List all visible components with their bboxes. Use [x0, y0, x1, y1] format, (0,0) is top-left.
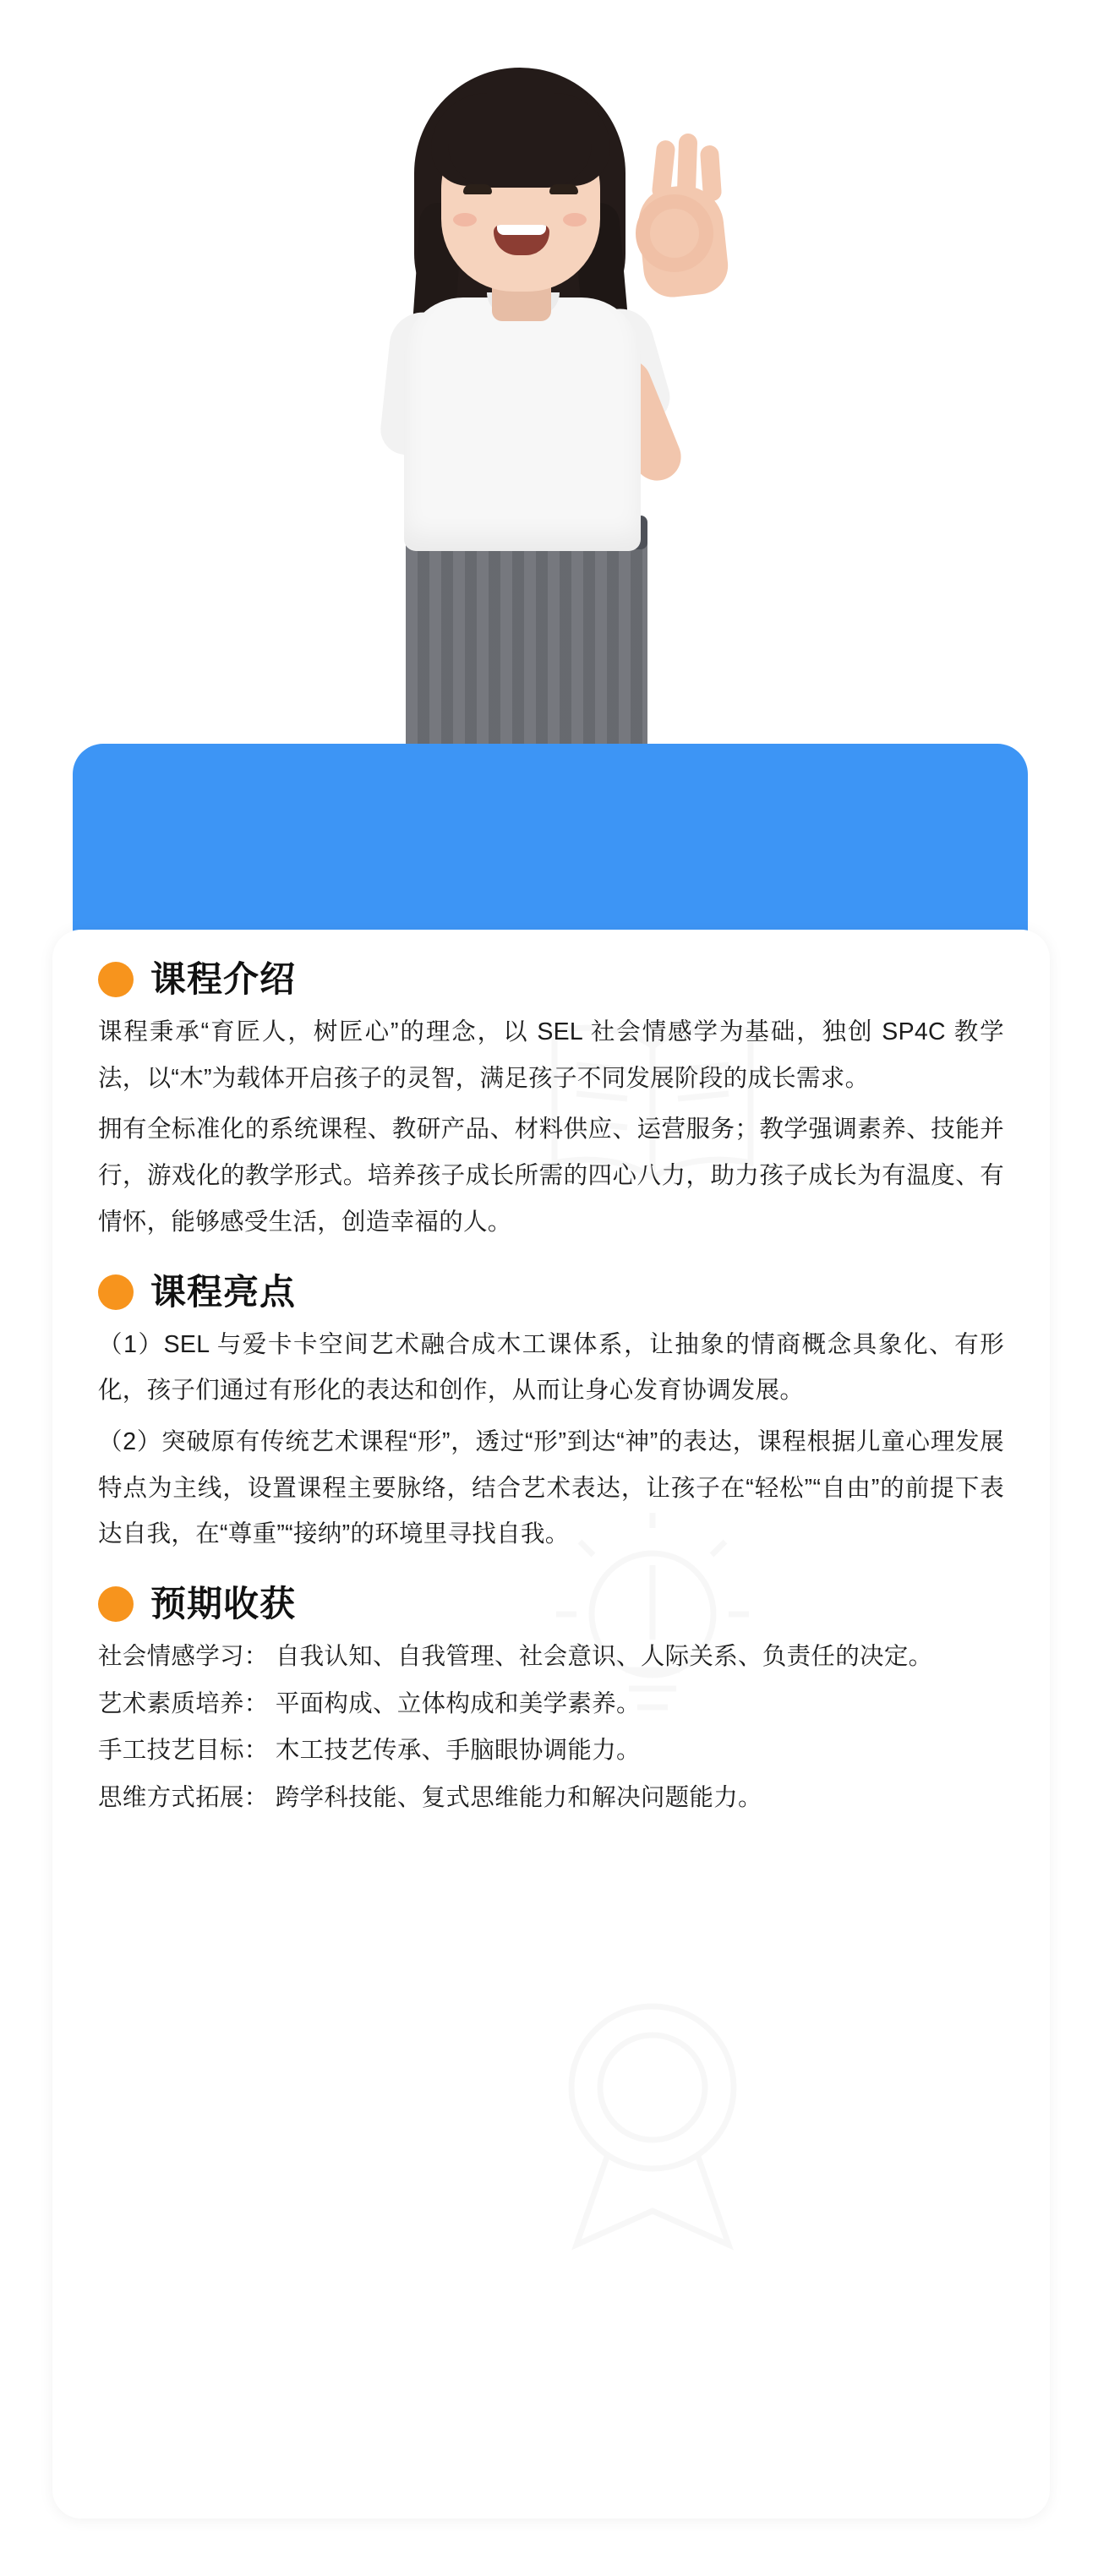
- paragraph: （1）SEL 与爱卡卡空间艺术融合成木工课体系，让抽象的情商概念具象化、有形化，孩子们通过有形化的表达和创作，从而让身心发育协调发展。: [98, 1330, 1004, 1405]
- outcome-item: 手工技艺目标： 木工技艺传承、手脑眼协调能力。: [98, 1737, 641, 1765]
- paragraph: （2）突破原有传统艺术课程“形”，透过“形”到达“神”的表达，课程根据儿童心理发展特点为主线，设置课程主要脉络，结合艺术表达，让孩子在“轻松”“自由”的前提下表达自我，在“尊重”“接纳”的环境里寻找自我。: [98, 1428, 1004, 1548]
- paragraph: 拥有全标准化的系统课程、教研产品、材料供应、运营服务；教学强调素养、技能并行，游戏化的教学形式。培养孩子成长所需的四心八力，助力孩子成长为有温度、有情怀，能够感受生活，创造幸福的人。: [98, 1116, 1004, 1236]
- outcome-item: 思维方式拓展： 跨学科技能、复式思维能力和解决问题能力。: [98, 1783, 762, 1811]
- skirt-shape: [406, 532, 647, 761]
- section-expected-gains: [98, 1586, 1004, 1821]
- paragraph: 课程秉承“育匠人，树匠心”的理念，以 SEL 社会情感学为基础，独创 SP4C 教学法，以“木”为载体开启孩子的灵智，满足孩子不同发展阶段的成长需求。: [98, 1018, 1004, 1092]
- eye-left: [463, 184, 492, 194]
- section-course-highlights: [98, 1271, 1004, 1558]
- orange-bullet-icon: [98, 962, 134, 997]
- cheek-right: [563, 213, 587, 226]
- orange-bullet-icon: [98, 1586, 134, 1622]
- section-title: 预期收获: [150, 1584, 297, 1624]
- eye-right: [549, 184, 578, 194]
- section-header: [98, 1271, 1004, 1312]
- section-title: 课程亮点: [150, 1271, 297, 1312]
- section-header: [98, 959, 1004, 999]
- award-watermark-icon: [526, 1986, 779, 2257]
- outcome-item: 社会情感学习： 自我认知、自我管理、社会意识、人际关系、负责任的决定。: [98, 1643, 933, 1671]
- section-course-intro: [98, 959, 1004, 1246]
- cheek-left: [453, 213, 477, 226]
- orange-bullet-icon: [98, 1274, 134, 1310]
- content-panel: [52, 930, 1050, 2519]
- section-title: 课程介绍: [150, 959, 297, 999]
- section-header: [98, 1586, 1004, 1622]
- tshirt-shape: [404, 297, 641, 551]
- ok-gesture-icon: [636, 194, 713, 272]
- fringe-icon: [431, 93, 610, 186]
- outcome-item: 艺术素质培养： 平面构成、立体构成和美学素养。: [98, 1689, 641, 1717]
